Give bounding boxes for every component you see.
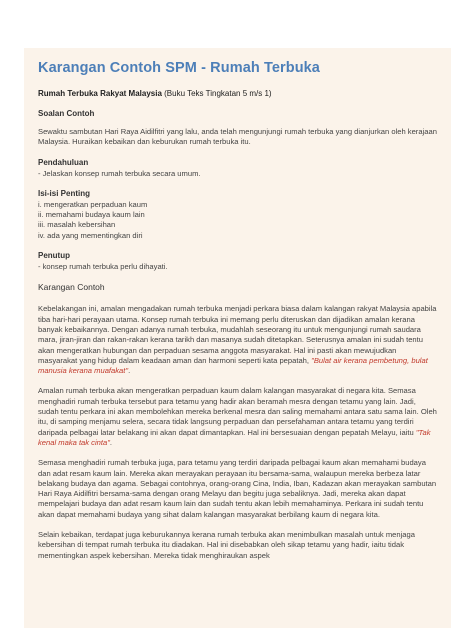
subtitle-bold: Rumah Terbuka Rakyat Malaysia [38,89,162,98]
isi-list [38,200,437,241]
list-item: iv. ada yang mementingkan diri [38,230,143,240]
essay-paragraph-3: Semasa menghadiri rumah terbuka juga, para tetamu yang terdiri daripada pelbagai kaum akan memahami budaya dan adat resam kaum lain. Mereka akan merayakan perayaan itu bersama-sama, walaupun mereka berbeza latar belakang budaya dan agama. Sebagai contohnya, orang-orang Cina, India, Iban, Kadazan akan merayakan sambutan Hari Raya Aidilfitri bersama-sama dengan orang Melayu dan begitu juga sebaliknya. Jadi, mereka akan dapat mempelajari budaya dan adat resam kaum lain dan sudah tentu akan lebih memahaminya. Perkara ini sudah tentu akan dapat memahami budaya yang sihat dalam kalangan masyarakat berbilang kaum di negara kita. [38,458,437,519]
soalan-heading: Soalan Contoh [38,109,95,118]
pendahuluan-heading: Pendahuluan [38,157,89,167]
essay-subtitle [38,89,437,98]
essay-paragraph-1: Kebelakangan ini, amalan mengadakan rumah terbuka menjadi perkara biasa dalam kalangan rakyat Malaysia apabila tiba hari-hari perayaan utama. Konsep rumah terbuka ini memang perlu diteruskan dan dijadikan amalan kerana banyak kebaikannya. Dengan adanya rumah terbuka, mudahlah seseorang itu untuk mengunjungi rumah saudara mara, jiran-jiran dan rakan-rakan kerana tarikh dan masanya sudah ditetapkan. Seterusnya amalan ini sudah tentu akan mengeratkan hubungan dan perpaduan sesama anggota masyarakat. Hal ini pasti akan mewujudkan masyarakat yang hidup dalam keadaan aman dan harmoni seperti kata pepatah, "Bulat air kerana pembetung, bulat manusia kerana muafakat". [38,304,437,376]
essay-paragraph-4: Selain kebaikan, terdapat juga keburukannya kerana rumah terbuka akan menimbulkan masalah untuk menjaga kebersihan di tempat rumah terbuka itu diadakan. Hal ini disebabkan oleh sikap tetamu yang hadir, iaitu tidak mementingkan aspek kebersihan. Mereka tidak menghiraukan aspek [38,530,415,560]
document-content [24,48,451,561]
list-item: ii. memahami budaya kaum lain [38,210,145,220]
essay-paragraph-2: Amalan rumah terbuka akan mengeratkan perpaduan kaum dalam kalangan masyarakat di negara kita. Semasa menghadiri rumah terbuka tersebut para tetamu yang hadir akan beramah mesra dengan tetamu yang lain. Jadi, sudah tentu perkara ini akan membolehkan mereka berkenal mesra dan saling memahami antara satu sama lain. Oleh itu, di samping menjamu selera, secara tidak langsung perpaduan dan persefahaman antara tetamu yang terdiri daripada pelbagai latar belakang ini akan dapat dimantapkan. Hal ini bersesuaian dengan pepatah Melayu, iaitu "Tak kenal maka tak cinta". [38,386,437,447]
karangan-heading: Karangan Contoh [38,282,105,293]
subtitle-rest: (Buku Teks Tingkatan 5 m/s 1) [161,89,272,98]
list-item: iii. masalah kebersihan [38,220,116,230]
penutup-text: - konsep rumah terbuka perlu dihayati. [38,262,168,272]
penutup-heading: Penutup [38,251,70,261]
peribahasa-quote: "Bulat air kerana pembetung, bulat manusia kerana muafakat" [38,355,428,376]
list-item: i. mengeratkan perpaduan kaum [38,199,148,209]
isi-heading: Isi-isi Penting [38,188,91,198]
document-page [24,48,451,628]
soalan-text: Sewaktu sambutan Hari Raya Aidilfitri yang lalu, anda telah mengunjungi rumah terbuka yang dianjurkan oleh kerajaan Malaysia. Huraikan kebaikan dan keburukan rumah terbuka itu. [38,127,437,147]
pendahuluan-text: - Jelaskan konsep rumah terbuka secara umum. [38,168,201,178]
peribahasa-quote: "Tak kenal maka tak cinta" [38,427,431,447]
page-title: Karangan Contoh SPM - Rumah Terbuka [38,60,320,76]
